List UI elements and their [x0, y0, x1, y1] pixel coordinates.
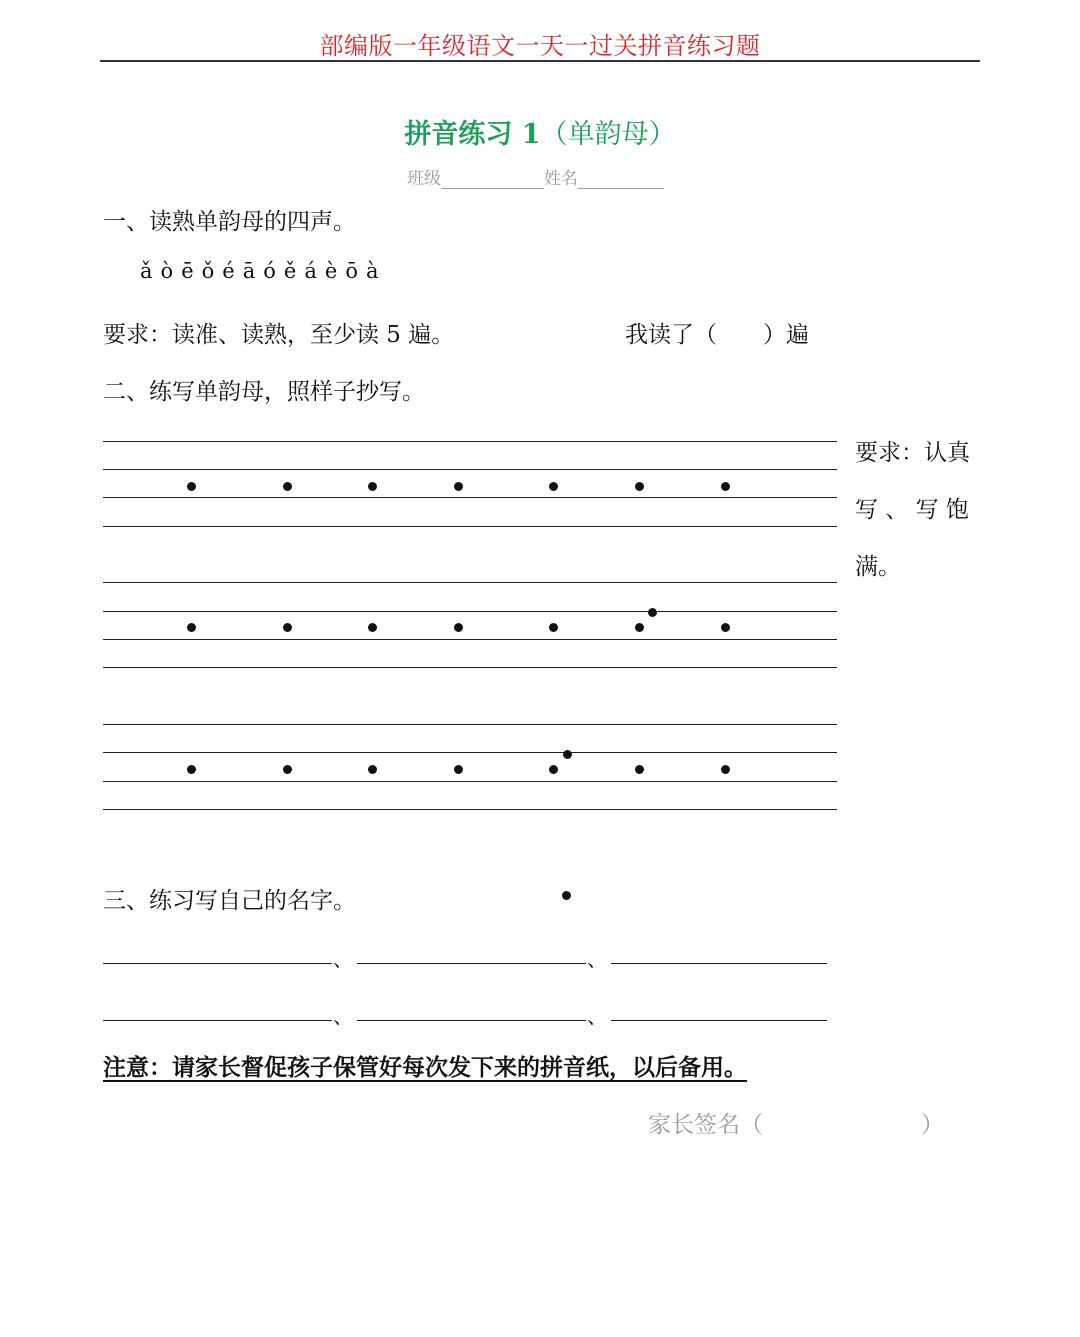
sample-dot	[721, 623, 730, 632]
pinyin-letter: ě	[283, 259, 299, 283]
sample-dot	[635, 623, 644, 632]
sample-dot	[549, 623, 558, 632]
section1-requirement: 要求：读准、读熟，至少读 5 遍。	[103, 322, 455, 348]
name-label: 姓名	[544, 169, 578, 189]
grid-line	[103, 526, 837, 527]
grid-line	[103, 781, 837, 782]
pinyin-letter: ē	[181, 259, 196, 283]
grid-line	[103, 441, 837, 442]
name-write-line[interactable]	[103, 1020, 332, 1021]
class-blank[interactable]	[441, 170, 544, 189]
pinyin-letter: ā	[242, 259, 258, 283]
grid-line	[103, 611, 837, 612]
parent-signature-close: ）	[921, 1112, 944, 1138]
side-note-line: 要求：认真	[855, 440, 970, 466]
read-count: 我读了（ ）遍	[625, 322, 809, 348]
separator: 、	[587, 947, 607, 971]
sample-dot	[368, 482, 377, 491]
sample-dot	[368, 623, 377, 632]
grid-line	[103, 582, 837, 583]
separator: 、	[587, 1004, 607, 1028]
sample-dot	[283, 482, 292, 491]
pinyin-letter: ō	[345, 259, 360, 283]
name-write-line[interactable]	[103, 963, 332, 964]
sample-dot	[549, 482, 558, 491]
sample-dot	[283, 623, 292, 632]
sample-dot	[368, 765, 377, 774]
pinyin-letter: á	[304, 259, 319, 283]
sample-dot	[549, 765, 558, 774]
worksheet-title-subtitle: （单韵母）	[540, 119, 676, 150]
sample-dot	[454, 765, 463, 774]
parent-signature-label: 家长签名（	[648, 1112, 763, 1138]
sample-dot	[454, 482, 463, 491]
name-write-line[interactable]	[611, 963, 827, 964]
section3-heading: 三、练习写自己的名字。	[103, 888, 356, 914]
name-blank[interactable]	[578, 170, 664, 189]
name-write-line[interactable]	[611, 1020, 827, 1021]
stray-dot	[563, 750, 572, 759]
header-title: 部编版一年级语文一天一过关拼音练习题	[319, 32, 761, 60]
section2-heading: 二、练写单韵母，照样子抄写。	[103, 379, 425, 405]
header-divider	[100, 60, 980, 62]
sample-dot	[635, 765, 644, 774]
grid-line	[103, 469, 837, 470]
class-name-line	[407, 164, 664, 189]
side-note-line: 写 、 写 饱	[855, 497, 969, 523]
pinyin-letter: é	[222, 259, 237, 283]
pinyin-letter: à	[365, 259, 381, 283]
pinyin-letter: ó	[263, 259, 278, 283]
stray-dot	[648, 608, 657, 617]
section2-side-note	[855, 425, 980, 596]
sample-dot	[187, 482, 196, 491]
parent-signature	[648, 1106, 944, 1139]
sample-dot	[187, 765, 196, 774]
class-label: 班级	[407, 169, 441, 189]
grid-line	[103, 752, 837, 753]
sample-dot	[635, 482, 644, 491]
grid-line	[103, 724, 837, 725]
name-write-line[interactable]	[357, 1020, 586, 1021]
grid-line	[103, 497, 837, 498]
worksheet-title	[0, 112, 1080, 151]
pinyin-letter: ǒ	[201, 259, 217, 283]
grid-line	[103, 667, 837, 668]
stray-dot	[562, 891, 571, 900]
grid-line	[103, 809, 837, 810]
separator: 、	[333, 1004, 353, 1028]
pinyin-letter: ǎ	[140, 259, 155, 283]
pinyin-letter: è	[324, 259, 340, 283]
side-note-line: 满。	[855, 554, 901, 580]
sample-dot	[187, 623, 196, 632]
section1-heading: 一、读熟单韵母的四声。	[103, 209, 356, 235]
sample-dot	[721, 765, 730, 774]
grid-line	[103, 639, 837, 640]
parent-notice: 注意：请家长督促孩子保管好每次发下来的拼音纸，以后备用。	[103, 1054, 747, 1081]
pinyin-letters	[140, 259, 387, 283]
sample-dot	[283, 765, 292, 774]
sample-dot	[721, 482, 730, 491]
pinyin-letter: ò	[160, 259, 176, 283]
name-write-line[interactable]	[357, 963, 586, 964]
worksheet-title-main: 拼音练习 1	[404, 119, 541, 150]
sample-dot	[454, 623, 463, 632]
separator: 、	[333, 947, 353, 971]
